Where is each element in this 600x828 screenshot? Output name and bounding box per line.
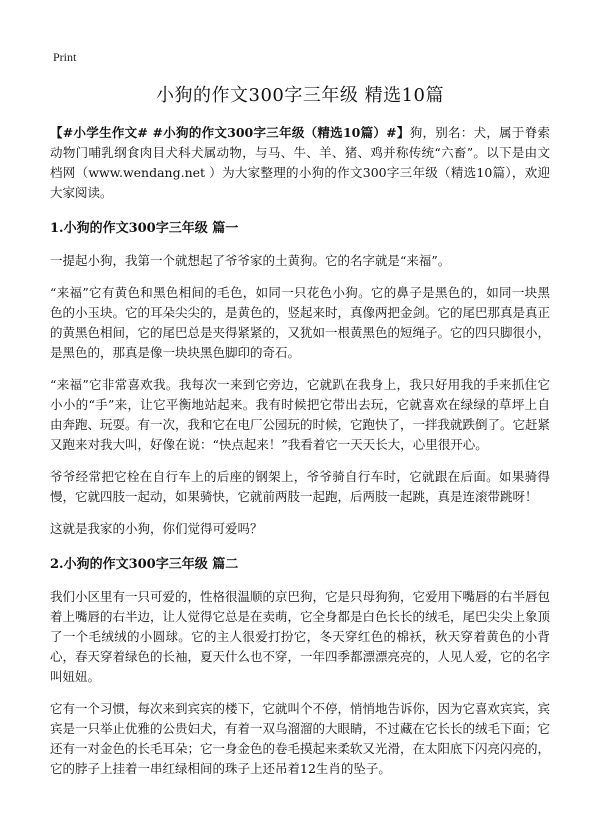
article-intro: [50, 123, 550, 203]
section-1-paragraph: 爷爷经常把它栓在自行车上的后座的钢架上，爷爷骑自行车时，它就跟在后面。如果骑得慢，它就四肢一起动，如果骑快，它就前两肢一起跑，后两肢一起跳，真是连滚带跳呀！: [50, 469, 550, 504]
section-1-paragraph: “来福”它非常喜欢我。我每次一来到它旁边，它就趴在我身上，我只好用我的手来抓住它小小的“手”来，让它平衡地站起来。我有时候把它带出去玩，它就喜欢在绿绿的草坪上自由奔跑、玩耍。有一次，我和它在电厂公园玩的时候，它跑快了，一拌我就跌倒了。它赶紧又跑来对我大叫，好像在说：“快点起来！”我看着它一天天长大，心里很开心。: [50, 377, 551, 452]
print-link[interactable]: Print: [53, 50, 77, 64]
section-1-paragraph: 这就是我家的小狗，你们觉得可爱吗？: [50, 521, 263, 536]
section-1-paragraph: “来福”它有黄色和黑色相间的毛色，如同一只花色小狗。它的鼻子是黑色的，如同一块黑色的小玉块。它的耳朵尖尖的，是黄色的，竖起来时，真像两把金剑。它的尾巴那真是真正的黄黑色相间，它的尾巴总是夹得紧紧的，又犹如一根黄黑色的短绳子。它的四只脚很小，是黑色的，那真是像一块块黑色脚印的奇石。: [50, 285, 551, 360]
article-title: 小狗的作文300字三年级 精选10篇: [156, 85, 444, 106]
intro-text: 狗，别名：犬，属于脊索动物门哺乳纲食肉目犬科犬属动物，与马、牛、羊、猪、鸡并称传统“六畜”。以下是由文档网（www.wendang.net ）为大家整理的小狗的作文300字三年级（精选10篇），欢迎大家阅读。: [50, 125, 550, 200]
section-2-paragraph: 我们小区里有一只可爱的，性格很温顺的京巴狗，它是只母狗狗，它爱用下嘴唇的右半唇包着上嘴唇的右半边，让人觉得它总是在卖萌，它全身都是白色长长的绒毛，尾巴尖尖上象顶了一个毛绒绒的小圆球。它的主人很爱打扮它，冬天穿红色的棉袄，秋天穿着黄色的小背心，春天穿着绿色的长袖，夏天什么也不穿，一年四季都漂漂亮亮的，人见人爱，它的名字叫妞妞。: [50, 589, 551, 684]
section-1-paragraph: 一提起小狗，我第一个就想起了爷爷家的土黄狗。它的名字就是“来福”。: [50, 253, 451, 268]
section-heading-1: 1.小狗的作文300字三年级 篇一: [50, 221, 239, 236]
section-2-paragraph: 它有一个习惯，每次来到宾宾的楼下，它就叫个不停，悄悄地告诉你，因为它喜欢宾宾，宾宾是一只举止优雅的公贵妇犬，有着一双乌溜溜的大眼睛，不过藏在它长长的绒毛下面；它还有一对金色的长毛耳朵；它一身金色的卷毛摸起来柔软又光滑，在太阳底下闪亮闪亮的，它的脖子上挂着一串红绿相间的珠子上还吊着12生肖的坠子。: [50, 701, 551, 776]
section-heading-2: 2.小狗的作文300字三年级 篇二: [50, 557, 239, 572]
intro-tag: 【#小学生作文# #小狗的作文300字三年级（精选10篇）#】: [50, 125, 410, 140]
